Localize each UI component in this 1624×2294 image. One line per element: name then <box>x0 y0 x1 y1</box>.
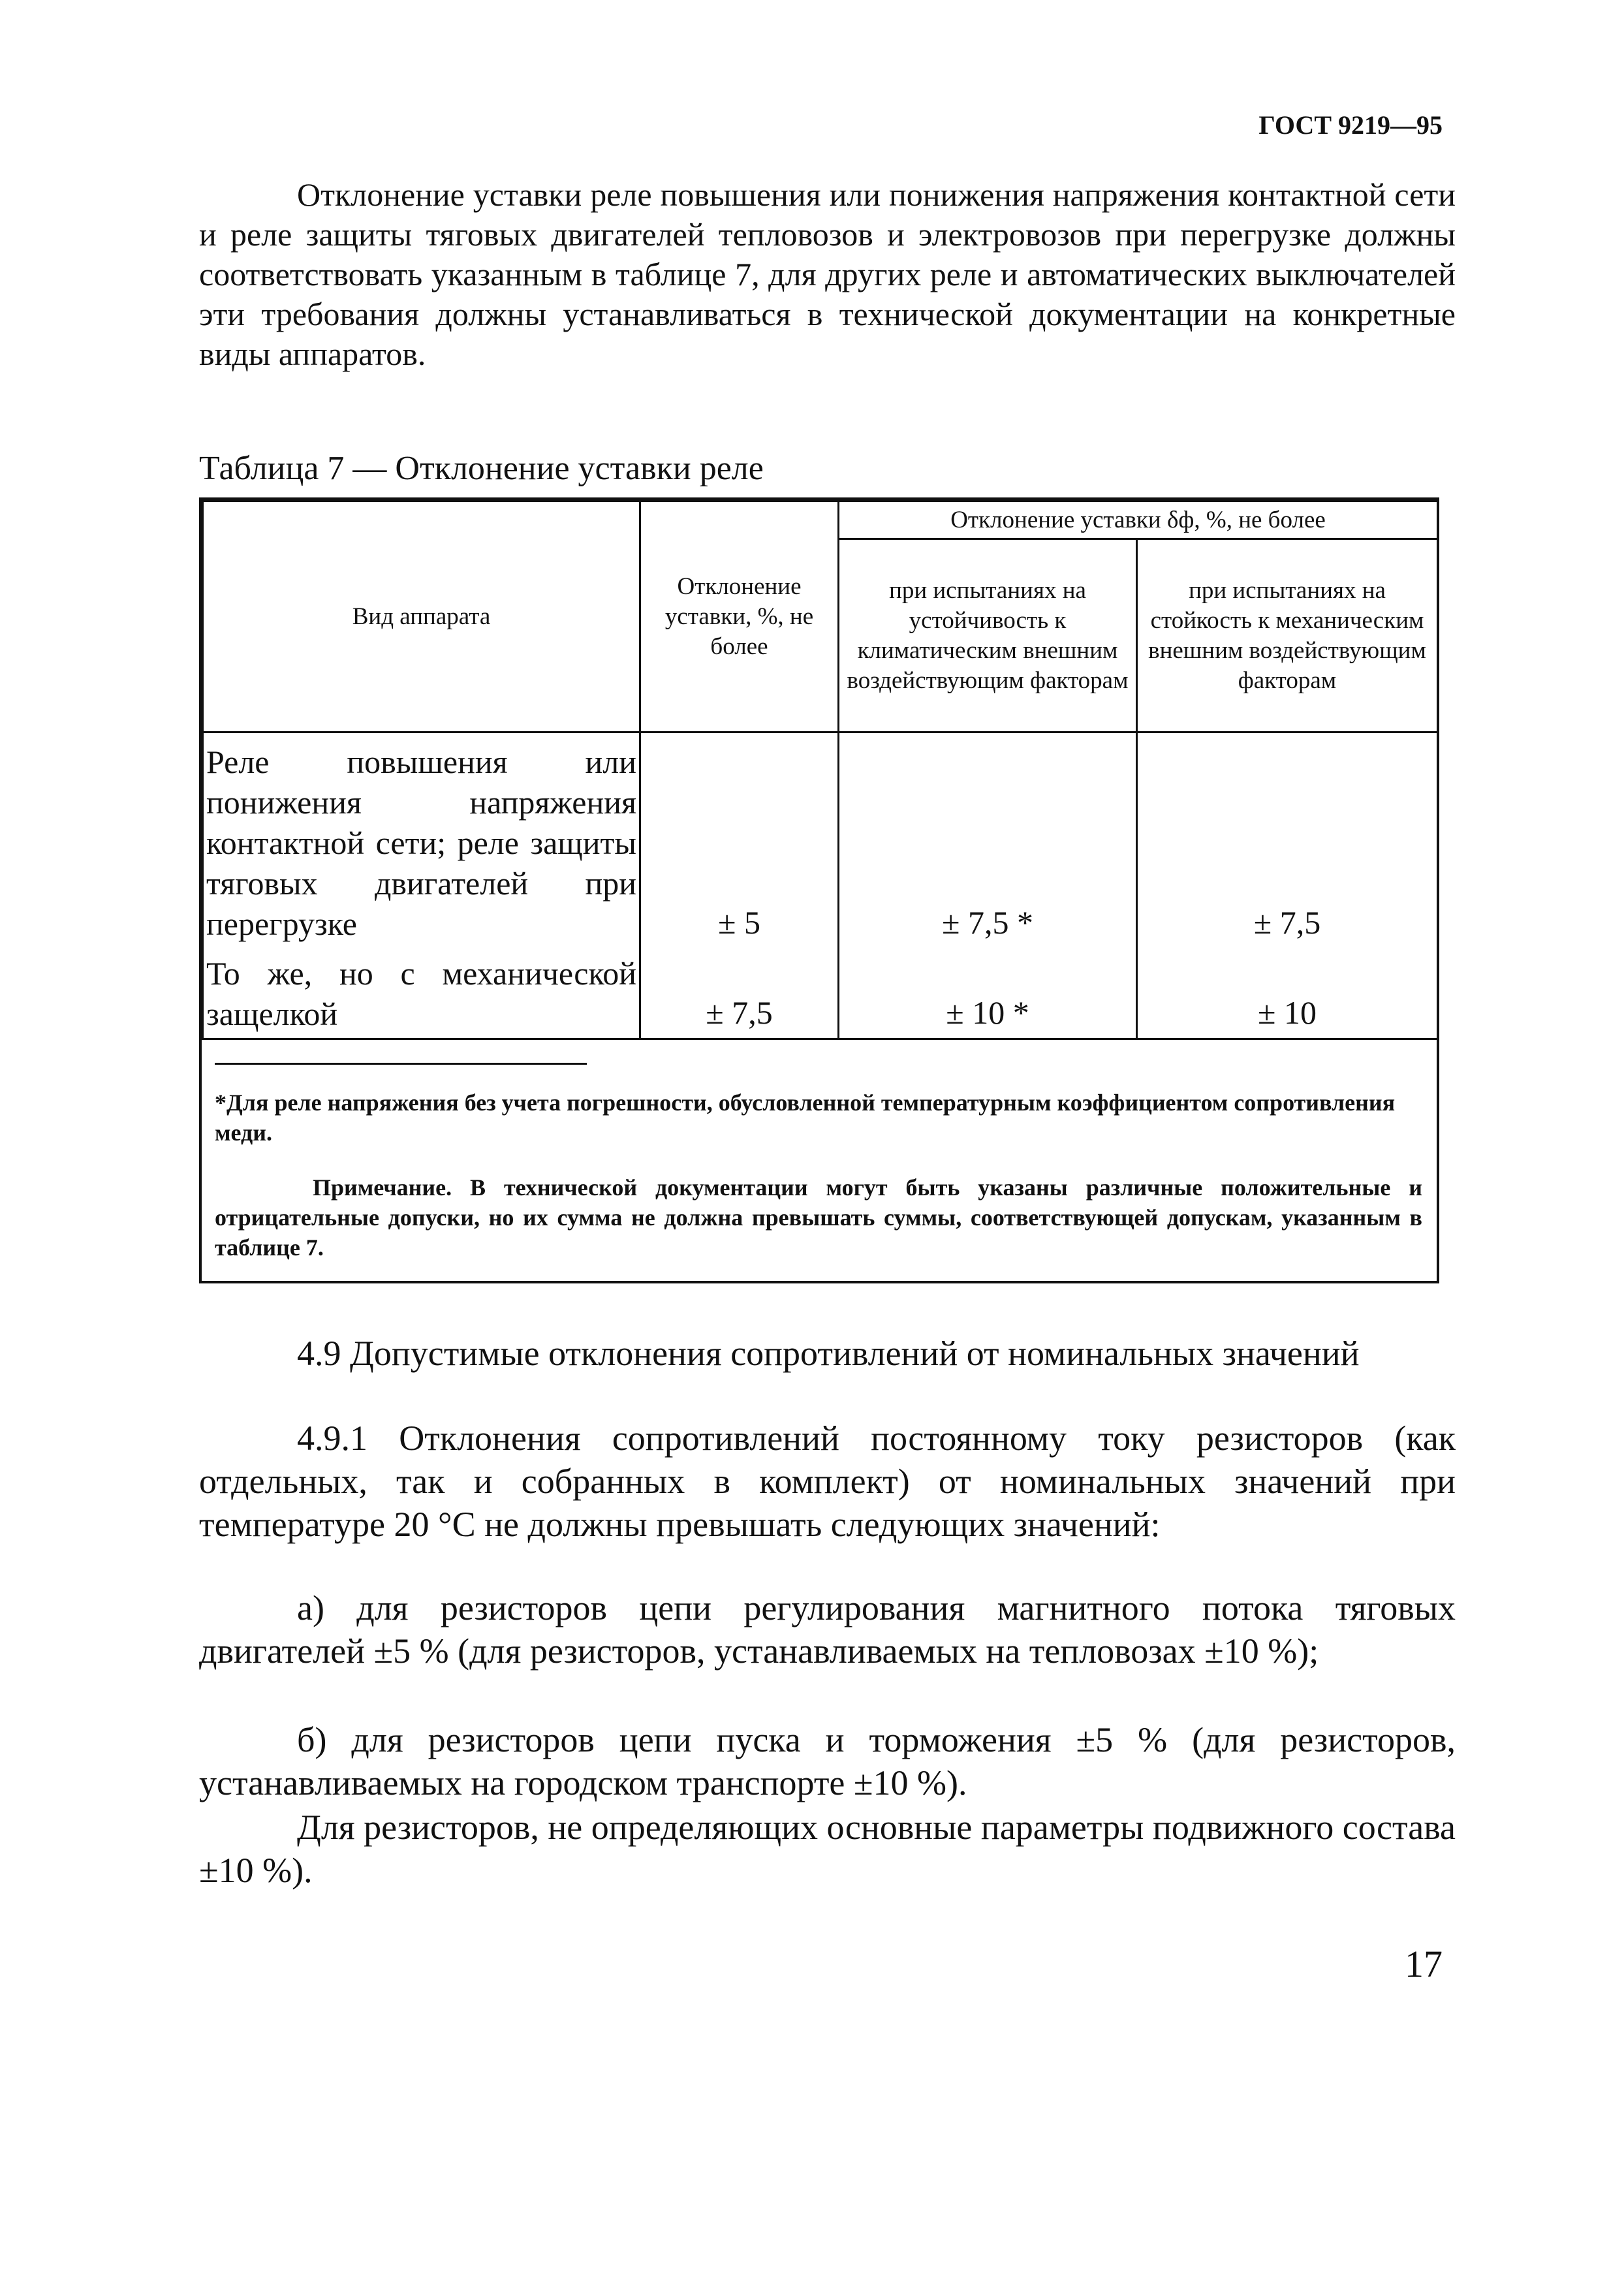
page-number: 17 <box>1405 1943 1443 1985</box>
item-c-paragraph: Для резисторов, не определяющих основные параметры подвижного состава ±10 %). <box>199 1808 1456 1890</box>
row-kind: То же, но с механической защелкой <box>203 948 640 1039</box>
header-deviation: Отклонение уставки, %, не более <box>640 501 839 732</box>
header-kind: Вид аппарата <box>203 501 640 732</box>
note-text: В технической документации могут быть указаны различные положительные и отрицательные допуски, но их сумма не должна превышать суммы, соответствующей допускам, указанным в таблице 7. <box>215 1174 1422 1261</box>
table-caption: Таблица 7 — Отклонение уставки реле <box>199 450 764 487</box>
row-climatic: ± 7,5 * <box>839 732 1137 948</box>
table-grid <box>202 500 1439 1040</box>
header-group: Отклонение уставки δф, %, не более <box>839 501 1438 539</box>
footnote-divider <box>215 1063 587 1065</box>
header-climatic: при испытаниях на устойчивость к климатическим внешним воздействующим факторам <box>839 539 1137 732</box>
item-b-paragraph: б) для резисторов цепи пуска и торможения ±5 % (для резисторов, устанавливаемых на городском транспорте ±10 %). <box>199 1720 1456 1802</box>
section-4-9-heading: 4.9 Допустимые отклонения сопротивлений от номинальных значений <box>297 1334 1360 1373</box>
standard-header: ГОСТ 9219—95 <box>1258 110 1443 140</box>
note-label: Примечание. <box>313 1174 452 1201</box>
table-footnote: *Для реле напряжения без учета погрешности, обусловленной температурным коэффициентом сопротивления меди. <box>215 1090 1396 1146</box>
item-a-paragraph: а) для резисторов цепи регулирования магнитного потока тяговых двигателей ±5 % (для резисторов, устанавливаемых на тепловозах ±10 %); <box>199 1588 1456 1671</box>
intro-paragraph: Отклонение уставки реле повышения или понижения напряжения контактной сети и реле защиты тяговых двигателей тепловозов и электровозов при перегрузке должны соответствовать указанным в таблице 7, для других реле и автоматических выключателей эти требования должны устанавливаться в технической документации на конкретные виды аппаратов. <box>199 176 1456 372</box>
row-climatic: ± 10 * <box>839 948 1137 1039</box>
section-4-9-1-paragraph: 4.9.1 Отклонения сопротивлений постоянному току резисторов (как отдельных, так и собранных в комплект) от номинальных значений при температуре 20 °С не должны превышать следующих значений: <box>199 1419 1456 1544</box>
row-deviation: ± 5 <box>640 732 839 948</box>
table-row <box>203 732 1438 948</box>
row-kind: Реле повышения или понижения напряжения контактной сети; реле защиты тяговых двигателей при перегрузке <box>203 732 640 948</box>
row-deviation: ± 7,5 <box>640 948 839 1039</box>
relay-deviation-table <box>199 497 1439 1283</box>
header-mechanical: при испытаниях на стойкость к механическим внешним воздействующим факторам <box>1137 539 1438 732</box>
row-mechanical: ± 7,5 <box>1137 732 1438 948</box>
table-note <box>215 1172 1422 1263</box>
table-row <box>203 948 1438 1039</box>
row-mechanical: ± 10 <box>1137 948 1438 1039</box>
